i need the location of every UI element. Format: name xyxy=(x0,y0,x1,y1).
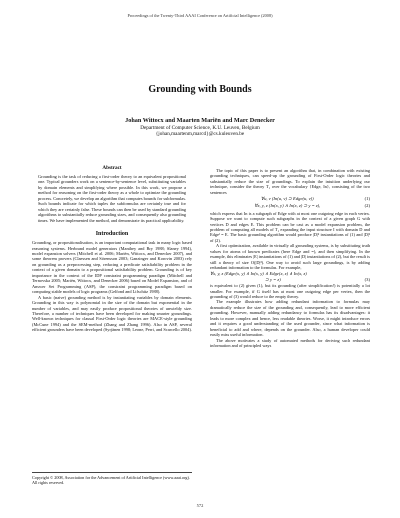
intro-paragraph-1: Grounding, or propositionalisation, is an important computational task in many logic based reasoning systems. Herbrand model generators (Manthey and Bry 1988; Slaney 1994), model expansion solvers (Mitchell et al. 2006; Mariën, Wittocx, and Denecker 2007), and some theorem provers (Claessen and Sörensson 2003; Ganzinger and Korovin 2003) rely on grounding as a preprocessing step, reducing a predicate satisfiability problem in the context of a given domain to a propositional satisfiability problem. Grounding is of key importance in the context of the IDP constraint programming paradigm (Mitchell and Ternovska 2005; Mariën, Wittocx, and Denecker 2006) based on Model Expansion, and of Answer Set Programming (ASP), the constraint programming paradigm based on computing stable models of logic programs (Gelfond and Lifschitz 1988). xyxy=(32,240,192,295)
equation-3 xyxy=(210,271,370,283)
equation-1-formula: ∀u, v (In(u, v) ⊃ Edge(u, v)) xyxy=(260,196,314,202)
body-paragraph-4: is equivalent to (2) given (1), but its grounding (after simplification!) is potentially a lot smaller. For example, if G itself has at most one outgoing edge per vertex, then the grounding of (3) would reduce to the empty theory. xyxy=(210,283,370,299)
right-column xyxy=(210,168,370,349)
equation-1-number: (1) xyxy=(364,196,370,202)
abstract-heading: Abstract xyxy=(102,165,122,171)
copyright-notice: Copyright © 2008, Association for the Advancement of Artificial Intelligence (www.aaai.org). All rights reserved. xyxy=(32,472,192,485)
equation-3-number: (3) xyxy=(364,276,370,282)
body-paragraph-6: The above motivates a study of automated methods for deriving such redundant information and of principled ways xyxy=(210,337,370,349)
author-list: Johan Wittocx and Maarten Mariën and Marc Denecker xyxy=(125,117,275,124)
proceedings-header: Proceedings of the Twenty-Third AAAI Conference on Artificial Intelligence (2008) xyxy=(127,13,273,18)
left-column xyxy=(32,165,192,333)
paper-title: Grounding with Bounds xyxy=(148,84,252,95)
abstract-text: Grounding is the task of reducing a first-order theory to an equivalent propositional one. Typical grounders work on a sentence-by-sentence level, substituting variables by domain elements and simplifying where possible. In this work, we propose a method for reasoning on the first-order theory as a whole to optimize the grounding process. Concretely, we develop an algorithm that computes bounds for subformulas. Such bounds indicate for which tuples the subformulas are certainly true and for which they are certainly false. These bounds can then be used by standard grounding algorithms to substantially reduce grounding sizes, and consequently also grounding times. We have implemented the method, and demonstrate its practical applicability. xyxy=(38,174,186,223)
equation-2-formula: ∀x, y, z (In(x, y) ∧ In(x, z) ⊃ y = z), xyxy=(254,203,321,209)
equation-3-line-1: ∀x, y, z (Edge(x, y) ∧ In(x, y) ∧ Edge(x, z) ∧ In(x, z) xyxy=(210,270,307,276)
intro-paragraph-2: A basic (naive) grounding method is by instantiating variables by domain elements. Grounding in this way is polynomial in the size of the domain but exponential in the number of variables, and may easily produce propositional theories of unwieldy size. Therefore, a number of techniques have been developed for making smarter groundings. Well-known techniques for clausal First-Order logic theories are MACE-style grounding (McCune 1994) and the SEM-method (Zhang and Zhang 1996). Also in ASP, several efficient grounders have been developed (Syrjänen 1998; Leone, Perri, and Scarcello 2004). xyxy=(32,294,192,333)
body-paragraph-2: which express that In is a subgraph of Edge with at most one outgoing edge in each vertex. Suppose we want to compute such subgraphs in the context of a given graph G with vertices D and edges E. This problem can be cast as a model expansion problem, the problem of computing all models of T₁ expanding the input structure I with domain D and Edgeᴵ = E. The basic grounding algorithm would produce |D|² instantiations of (1) and |D|³ of (2). xyxy=(210,210,370,243)
affiliation xyxy=(0,125,400,137)
affiliation-department: Department of Computer Science, K.U. Leuven, Belgium xyxy=(140,125,260,131)
equation-3-line-2: ⊃ y = z) xyxy=(265,276,281,282)
page-number: 572 xyxy=(196,503,204,508)
body-paragraph-1: The topic of this paper is to present an algorithm that, in combination with existing grounding techniques, can speed-up the grounding of First-Order logic theories and substantially reduce the size of groundings. To explain the intuition underlying our technique, consider the theory T₁ over the vocabulary {Edge, In}, consisting of the two sentences xyxy=(210,168,370,195)
introduction-heading: Introduction xyxy=(95,231,129,238)
body-paragraph-5: The example illustrates how adding redundant information to formulas may dramatically reduce the size of the grounding and, consequently, lead to more efficient grounding. However, manually adding redundancy to formulas has its disadvantages: it leads to more complex and hence, less readable theories. Worse, it might introduce errors and it requires a good understanding of the used grounder, since what information is beneficial to add and where, depends on the grounder. Also, a human developer could easily miss useful information. xyxy=(210,299,370,338)
body-paragraph-3: A first optimization, available in virtually all grounding systems, is by substituting truth values for atoms of known predicates (here Edge and =), and then simplifying. In the example, this eliminates |E| instantiations of (1) and |D| instantiations of (2), but the result is still a theory of size O(|D|³). One way to avoid such large groundings, is by adding redundant information to the formulas. For example, xyxy=(210,243,370,271)
equation-2 xyxy=(210,203,370,209)
equation-2-number: (2) xyxy=(364,203,370,209)
affiliation-email: {johan,maartenm,marcd}@cs.kuleuven.be xyxy=(155,131,245,138)
equation-1 xyxy=(210,196,370,202)
